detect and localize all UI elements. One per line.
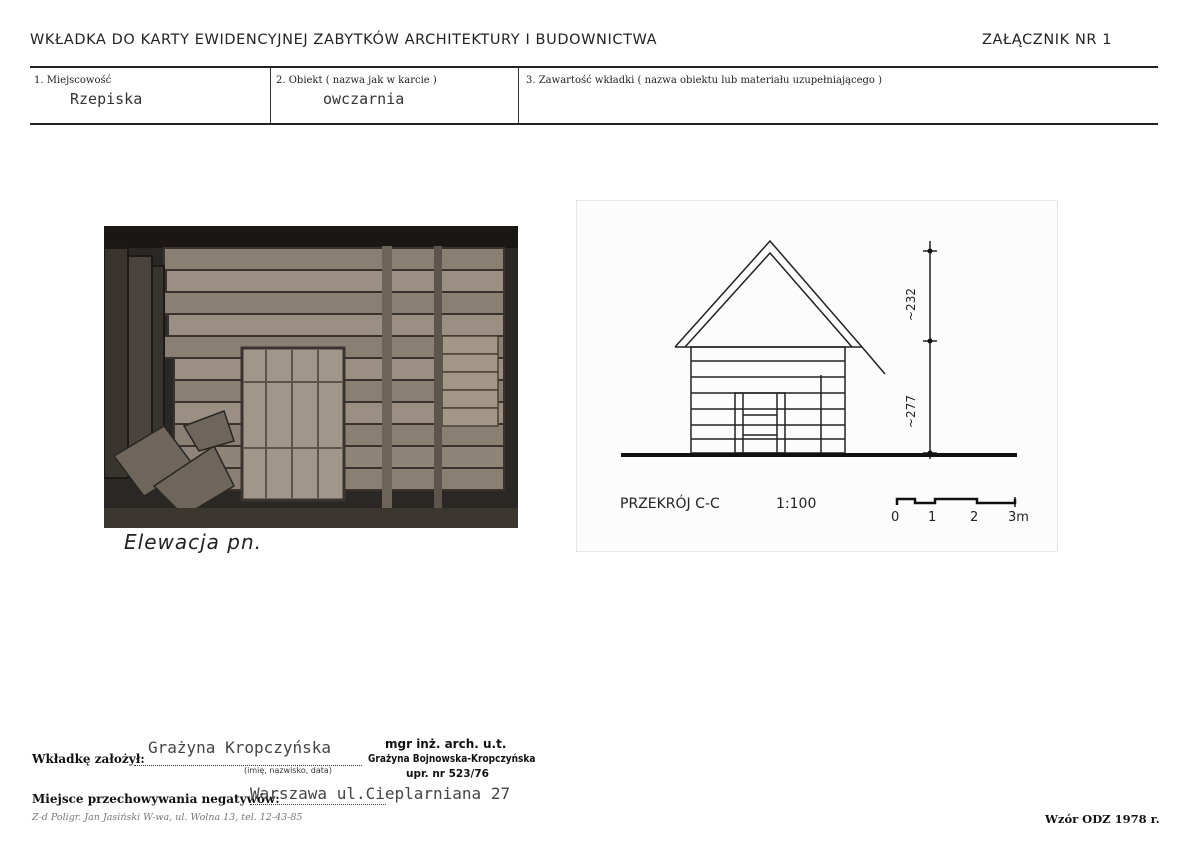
printer-imprint: Z-d Poligr. Jan Jasiński W-wa, ul. Wolna 13, tel. 12-43-85: [32, 812, 303, 823]
author-hint: (imię, nazwisko, data): [244, 766, 332, 775]
object-label: 2. Obiekt ( nazwa jak w karcie ): [276, 75, 437, 86]
author-label: Wkładkę założył:: [32, 752, 145, 766]
table-top-rule: [30, 66, 1158, 68]
object-value: owczarnia: [323, 90, 405, 108]
scale-bar: [897, 499, 1015, 505]
scale-tick-3: 3m: [1008, 510, 1029, 525]
negatives-label: Miejsce przechowywania negatywów:: [32, 792, 280, 806]
scale-tick-1: 1: [928, 510, 937, 525]
photo-illustration: [104, 226, 518, 528]
stamp-title: mgr inż. arch. u.t.: [385, 737, 507, 751]
form-version: Wzór ODZ 1978 r.: [1045, 812, 1160, 826]
section-label: PRZEKRÓJ C-C: [620, 496, 720, 512]
scale-tick-0: 0: [891, 510, 900, 525]
form-title: WKŁADKA DO KARTY EWIDENCYJNEJ ZABYTKÓW ARCHITEKTURY I BUDOWNICTWA: [30, 32, 658, 48]
negatives-value: Warszawa ul.Cieplarniana 27: [250, 784, 511, 803]
stamp-name: Grażyna Bojnowska-Kropczyńska: [368, 752, 536, 765]
building-photo: [104, 226, 518, 528]
dim-upper-label: ~232: [904, 288, 918, 321]
dim-lower-label: ~277: [904, 395, 918, 428]
contents-label: 3. Zawartość wkładki ( nazwa obiektu lub materiału uzupełniającego ): [526, 75, 883, 86]
scale-label: 1:100: [776, 496, 817, 512]
scale-tick-2: 2: [970, 510, 979, 525]
negatives-dotted-line: [250, 803, 386, 805]
table-bottom-rule: [30, 123, 1158, 125]
column-divider-2: [518, 67, 519, 123]
column-divider-1: [270, 67, 271, 123]
locality-label: 1. Miejscowość: [34, 75, 112, 86]
stamp-licence: upr. nr 523/76: [406, 768, 489, 780]
author-value: Grażyna Kropczyńska: [148, 738, 332, 757]
locality-value: Rzepiska: [70, 90, 143, 108]
photo-caption: Elewacja pn.: [124, 530, 263, 554]
annex-number: ZAŁĄCZNIK NR 1: [982, 32, 1113, 48]
